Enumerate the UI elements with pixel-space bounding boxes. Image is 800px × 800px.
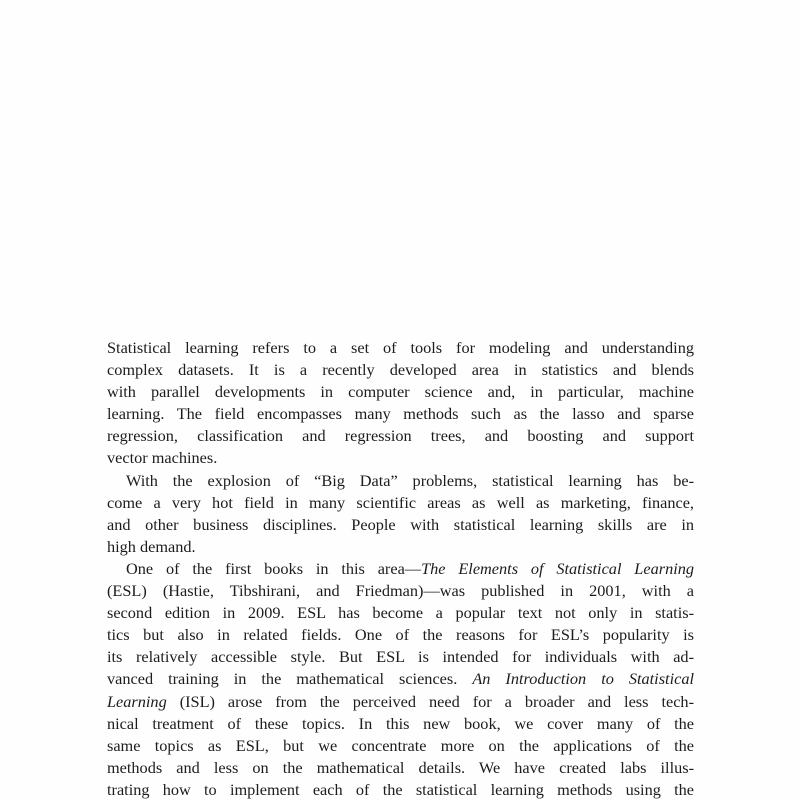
- text-line: methods and less on the mathematical details. We have created labs illus-: [107, 757, 694, 777]
- text-line: come a very hot field in many scientific areas as well as marketing, finance,: [107, 492, 694, 512]
- text-line: high demand.: [107, 536, 196, 556]
- text-line: nical treatment of these topics. In this new book, we cover many of the: [107, 713, 694, 733]
- text-line: [107, 558, 694, 580]
- book-title-esl: The Elements of Statistical Learning: [421, 558, 695, 578]
- preface-text: [107, 337, 694, 800]
- book-title-isl-cont: Learning: [107, 691, 167, 711]
- text-line: (ESL) (Hastie, Tibshirani, and Friedman)—was published in 2001, with a: [107, 581, 694, 601]
- text-line: same topics as ESL, but we concentrate more on the applications of the: [107, 735, 694, 755]
- text-line: vector machines.: [107, 448, 218, 468]
- text-line: [107, 668, 694, 690]
- text-line: complex datasets. It is a recently developed area in statistics and blends: [107, 360, 694, 380]
- text-line: second edition in 2009. ESL has become a popular text not only in statis-: [107, 603, 694, 623]
- text-line: tics but also in related fields. One of the reasons for ESL’s popularity is: [107, 625, 694, 645]
- text-line: trating how to implement each of the statistical learning methods using the: [107, 779, 694, 799]
- text-line: and other business disciplines. People with statistical learning skills are in: [107, 514, 694, 534]
- text-line: learning. The field encompasses many methods such as the lasso and sparse: [107, 404, 694, 424]
- text-segment: (ISL) arose from the perceived need for a broader and less tech-: [166, 691, 694, 711]
- book-title-isl: An Introduction to Statistical: [472, 669, 694, 689]
- text-segment: One of the first books in this area—: [126, 558, 422, 578]
- text-line: regression, classification and regression trees, and boosting and support: [107, 426, 694, 446]
- text-line: its relatively accessible style. But ESL is intended for individuals with ad-: [107, 647, 694, 667]
- text-line: [107, 691, 694, 713]
- text-line: Statistical learning refers to a set of tools for modeling and understanding: [107, 338, 694, 357]
- text-segment: vanced training in the mathematical sciences.: [107, 669, 473, 689]
- text-line: with parallel developments in computer science and, in particular, machine: [107, 382, 694, 402]
- text-line: With the explosion of “Big Data” problems, statistical learning has be-: [126, 470, 694, 490]
